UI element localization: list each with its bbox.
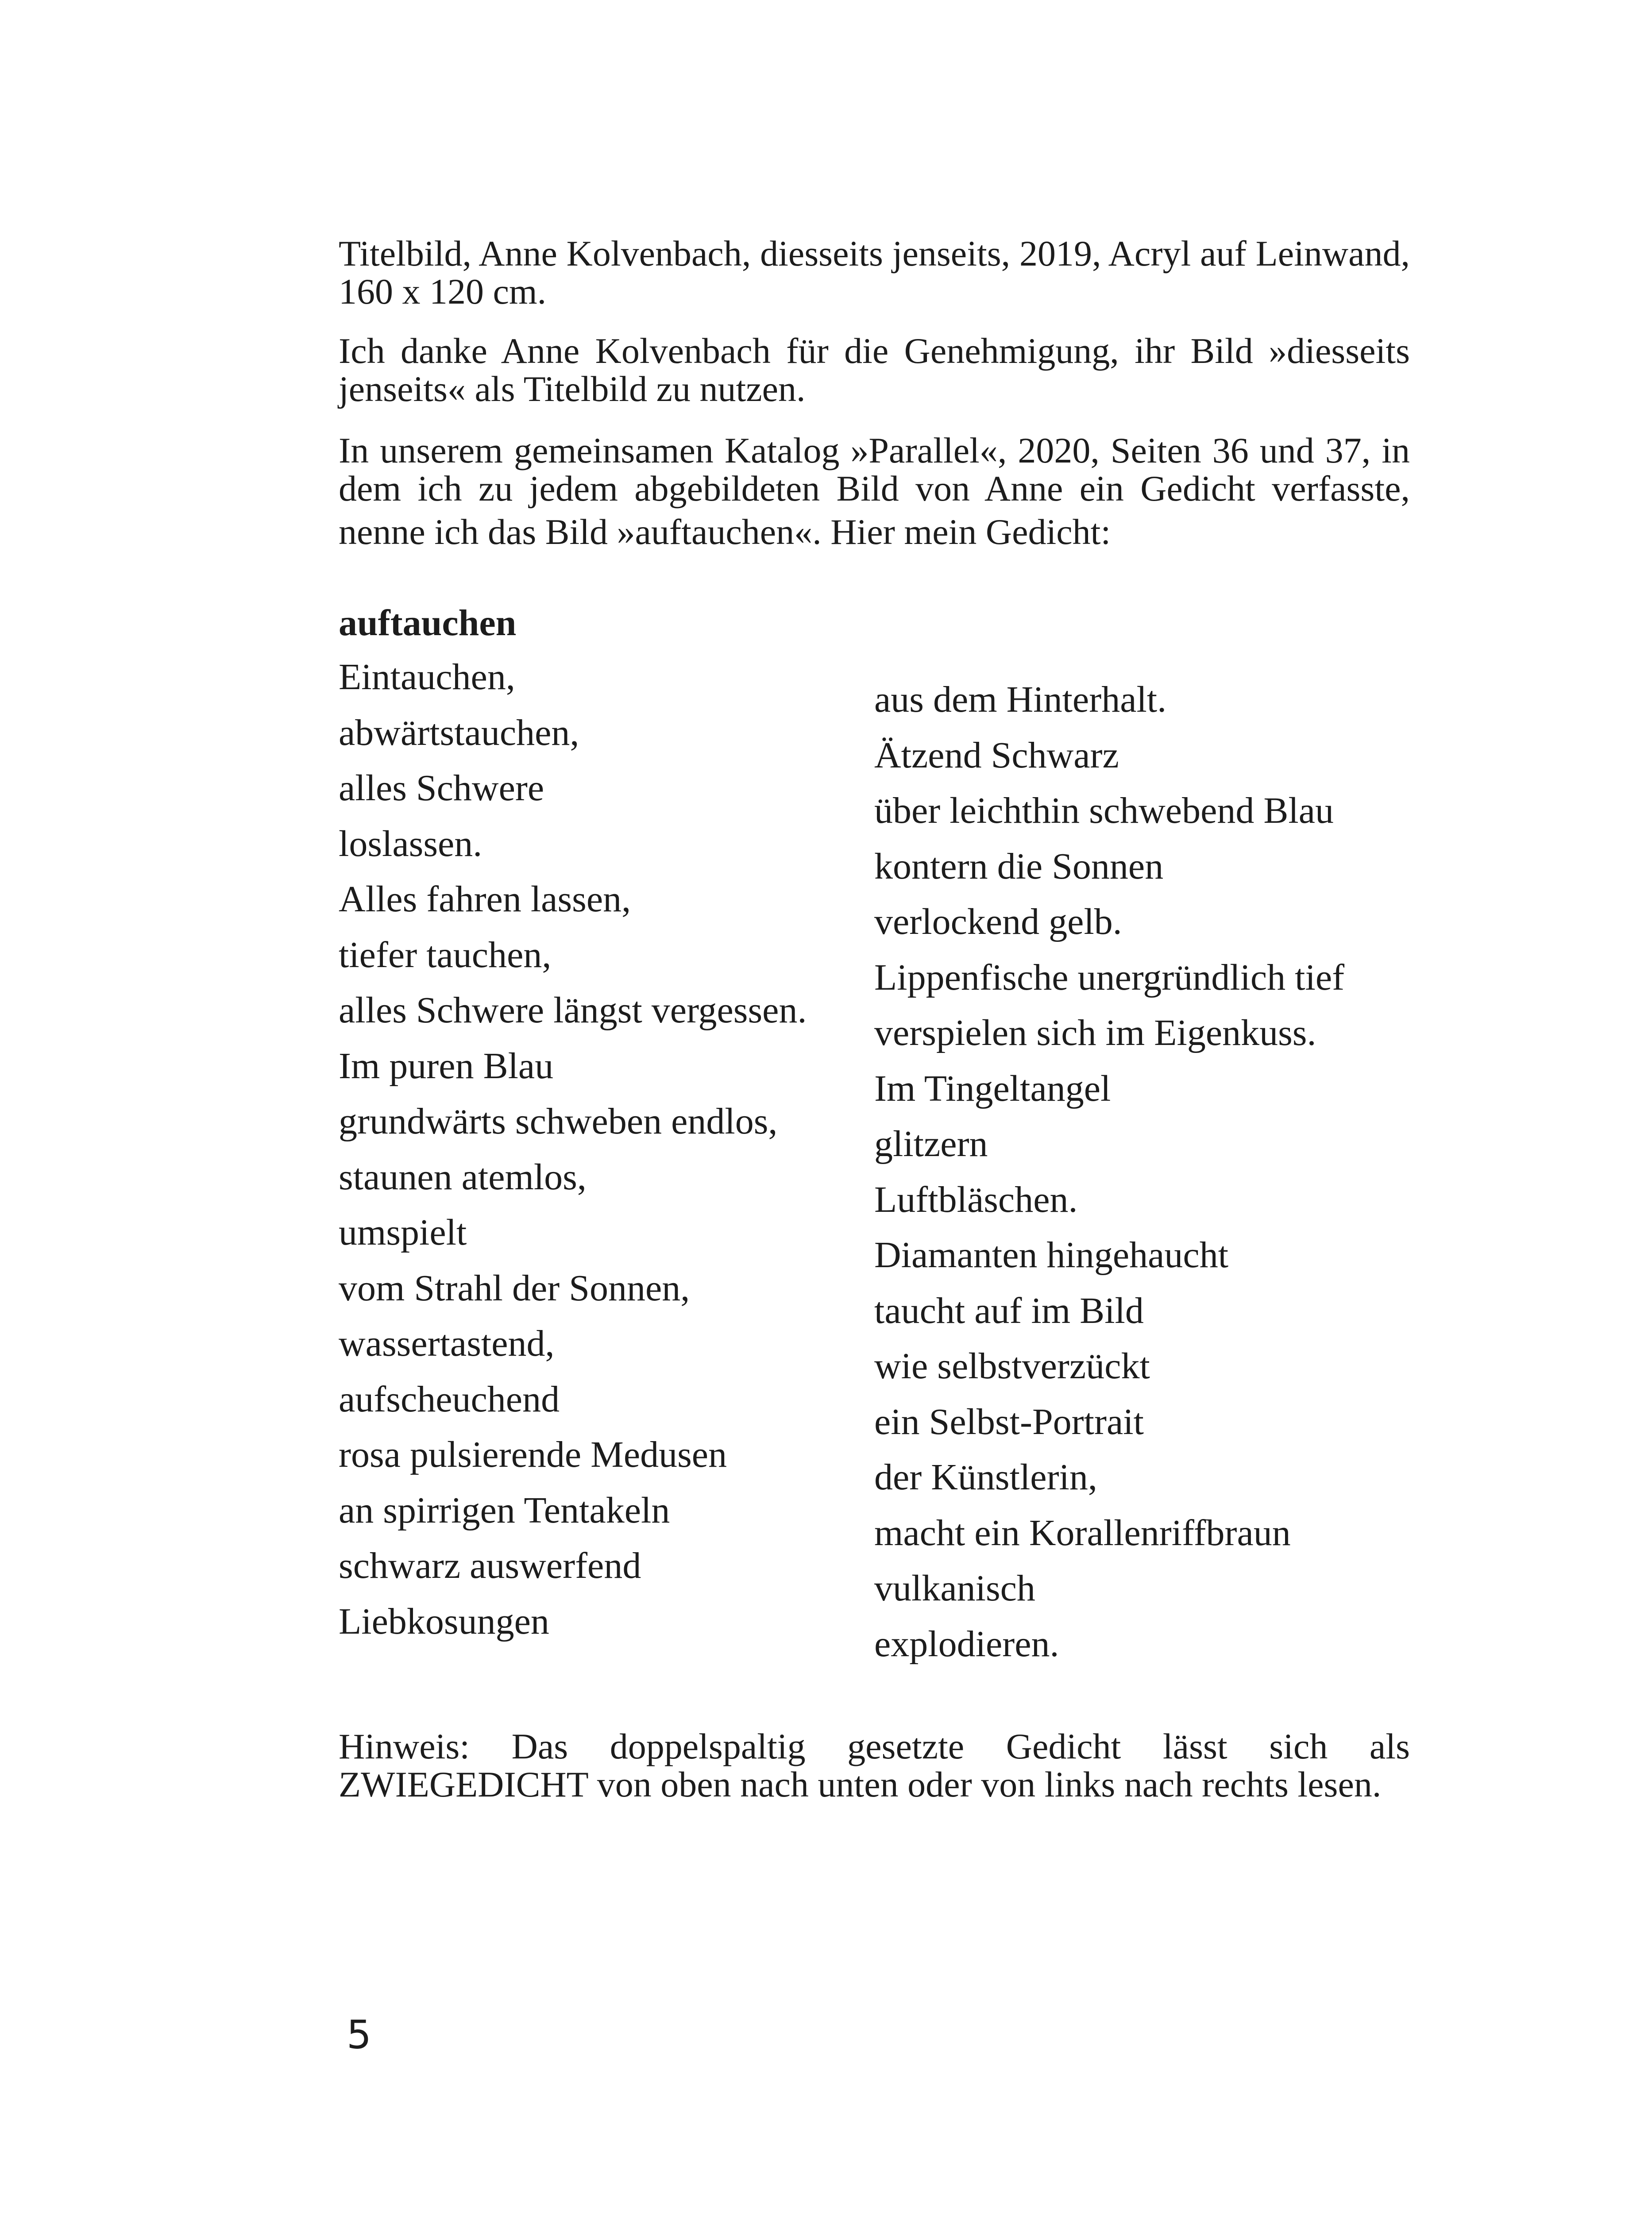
reading-note-line-1: Hinweis: Das doppelspaltig gesetzte Gedicht lässt sich als [339, 1726, 1410, 1766]
left-verse-line: rosa pulsierende Medusen [339, 1434, 727, 1475]
poem-right-column [874, 678, 1344, 1677]
left-verse-line: an spirrigen Tentakeln [339, 1489, 670, 1531]
right-verse-line: aus dem Hinterhalt. [874, 679, 1167, 720]
left-verse-line: Eintauchen, [339, 656, 515, 698]
caption-line-2: 160 x 120 cm. [339, 271, 547, 312]
left-verse-line: loslassen. [339, 823, 482, 864]
left-verse-line: vom Strahl der Sonnen, [339, 1267, 690, 1309]
catalog-line-2: dem ich zu jedem abgebildeten Bild von Anne ein Gedicht verfasste, [339, 468, 1410, 509]
right-verse-line: Luftbläschen. [874, 1179, 1078, 1220]
right-verse-line: über leichthin schwebend Blau [874, 790, 1334, 831]
left-verse-line: Alles fahren lassen, [339, 879, 631, 920]
catalog-line-3: nenne ich das Bild »auftauchen«. Hier mein Gedicht: [339, 512, 1111, 552]
left-verse-line: staunen atemlos, [339, 1156, 587, 1198]
left-verse-line: aufscheuchend [339, 1378, 560, 1420]
catalog-line-1: In unserem gemeinsamen Katalog »Parallel«, 2020, Seiten 36 und 37, in [339, 430, 1410, 470]
right-verse-line: verlockend gelb. [874, 901, 1122, 942]
right-verse-line: Ätzend Schwarz [874, 734, 1119, 776]
poem-left-column [339, 655, 807, 1655]
poem-title: auftauchen [339, 602, 517, 644]
left-verse-line: Im puren Blau [339, 1045, 554, 1087]
left-verse-line: alles Schwere [339, 767, 544, 809]
right-verse-line: glitzern [874, 1123, 988, 1164]
right-verse-line: kontern die Sonnen [874, 845, 1164, 887]
caption-line-1: Titelbild, Anne Kolvenbach, diesseits jenseits, 2019, Acryl auf Leinwand, [339, 233, 1410, 274]
acknowledgement-line-2: jenseits« als Titelbild zu nutzen. [339, 369, 806, 409]
right-verse-line: vulkanisch [874, 1568, 1035, 1609]
catalog-paragraph [339, 432, 1410, 551]
left-verse-line: umspielt [339, 1212, 467, 1253]
left-verse-line: tiefer tauchen, [339, 934, 552, 975]
acknowledgement-line-1: Ich danke Anne Kolvenbach für die Genehmigung, ihr Bild »diesseits [339, 331, 1410, 371]
right-verse-line: macht ein Korallenriffbraun [874, 1512, 1291, 1554]
left-verse-line: Liebkosungen [339, 1600, 549, 1642]
right-verse-line: taucht auf im Bild [874, 1290, 1144, 1331]
left-verse-line: schwarz auswerfend [339, 1545, 641, 1586]
right-verse-line: Lippenfische unergründlich tief [874, 956, 1345, 998]
right-verse-line: ein Selbst-Portrait [874, 1401, 1144, 1442]
acknowledgement-paragraph [339, 332, 1410, 408]
right-verse-line: wie selbstverzückt [874, 1346, 1150, 1387]
reading-note [339, 1727, 1410, 1804]
left-verse-line: abwärtstauchen, [339, 712, 579, 753]
left-verse-line: grundwärts schweben endlos, [339, 1101, 778, 1142]
left-verse-line: wassertastend, [339, 1323, 555, 1364]
right-verse-line: verspielen sich im Eigenkuss. [874, 1012, 1316, 1053]
cover-image-caption [339, 235, 1410, 311]
right-verse-line: Diamanten hingehaucht [874, 1234, 1229, 1276]
right-verse-line: Im Tingeltangel [874, 1068, 1111, 1109]
left-verse-line: alles Schwere längst vergessen. [339, 990, 807, 1031]
right-verse-line: der Künstlerin, [874, 1457, 1097, 1498]
right-verse-line: explodieren. [874, 1623, 1059, 1665]
page-number: 5 [347, 2012, 371, 2058]
reading-note-line-2: ZWIEGEDICHT von oben nach unten oder von links nach rechts lesen. [339, 1764, 1382, 1804]
